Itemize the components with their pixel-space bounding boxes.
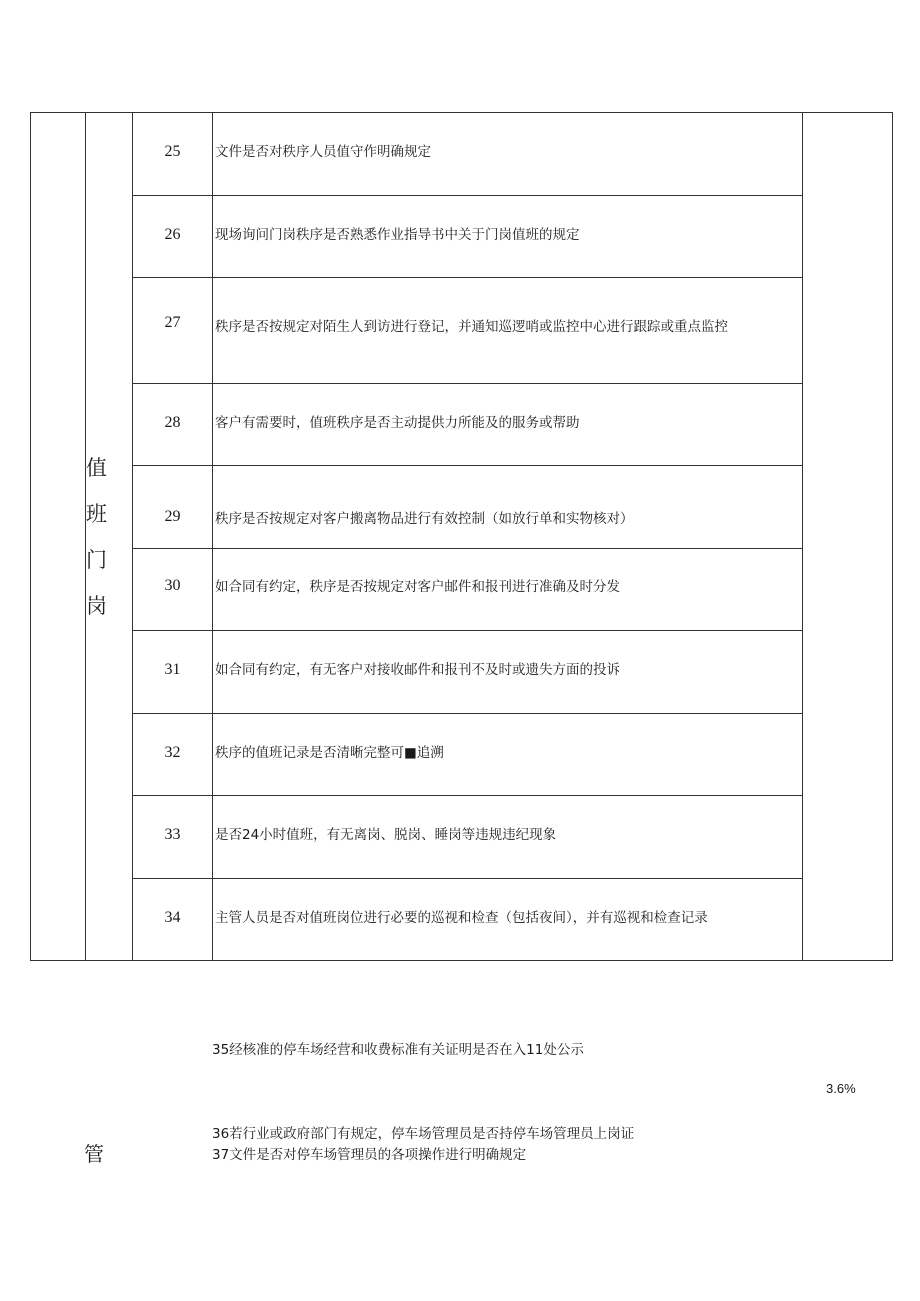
score-cell — [803, 113, 893, 961]
category-char-guan: 管 — [84, 1142, 104, 1166]
item-number: 28 — [133, 384, 213, 466]
table-row — [31, 796, 893, 879]
item-number: 33 — [133, 796, 213, 879]
item-text: 现场询问门岗秩序是否熟悉作业指导书中关于门岗值班的规定 — [213, 196, 803, 278]
item-number: 34 — [133, 879, 213, 961]
table-row — [31, 466, 893, 549]
item-text: 如合同有约定，有无客户对接收邮件和报刊不及时或遗失方面的投诉 — [213, 631, 803, 714]
category-char: 班 — [86, 501, 107, 526]
item-37-text: 37文件是否对停车场管理员的各项操作进行明确规定 — [212, 1147, 527, 1163]
item-text: 客户有需要时，值班秩序是否主动提供力所能及的服务或帮助 — [213, 384, 803, 466]
item-number: 31 — [133, 631, 213, 714]
item-35-text: 35经核准的停车场经营和收费标准有关证明是否在入11处公示 — [212, 1042, 584, 1058]
category-char: 岗 — [86, 593, 107, 618]
table-row — [31, 113, 893, 196]
item-36-text: 36若行业或政府部门有规定，停车场管理员是否持停车场管理员上岗证 — [212, 1126, 635, 1142]
item-text: 秩序的值班记录是否清晰完整可■追溯 — [213, 714, 803, 796]
item-text: 主管人员是否对值班岗位进行必要的巡视和检查（包括夜间），并有巡视和检查记录 — [213, 879, 803, 961]
empty-left-cell — [31, 113, 86, 961]
table-row — [31, 549, 893, 631]
percent-value: 3.6% — [826, 1081, 856, 1096]
item-number: 25 — [133, 113, 213, 196]
table-row — [31, 631, 893, 714]
table-row — [31, 196, 893, 278]
item-text: 是否24小时值班，有无离岗、脱岗、睡岗等违规违纪现象 — [213, 796, 803, 879]
table-row — [31, 384, 893, 466]
inspection-table — [30, 112, 893, 961]
table-row — [31, 278, 893, 384]
item-text: 秩序是否按规定对陌生人到访进行登记，并通知巡逻哨或监控中心进行跟踪或重点监控 — [213, 278, 803, 384]
item-number: 29 — [133, 466, 213, 549]
item-text: 秩序是否按规定对客户搬离物品进行有效控制（如放行单和实物核对） — [213, 466, 803, 549]
category-cell — [86, 113, 133, 961]
item-text: 如合同有约定，秩序是否按规定对客户邮件和报刊进行准确及时分发 — [213, 549, 803, 631]
category-char: 值 — [86, 455, 107, 480]
table-row — [31, 714, 893, 796]
item-number: 32 — [133, 714, 213, 796]
table-row — [31, 879, 893, 961]
item-number: 26 — [133, 196, 213, 278]
category-char: 门 — [86, 547, 107, 572]
item-number: 30 — [133, 549, 213, 631]
item-text: 文件是否对秩序人员值守作明确规定 — [213, 113, 803, 196]
item-number: 27 — [133, 278, 213, 384]
